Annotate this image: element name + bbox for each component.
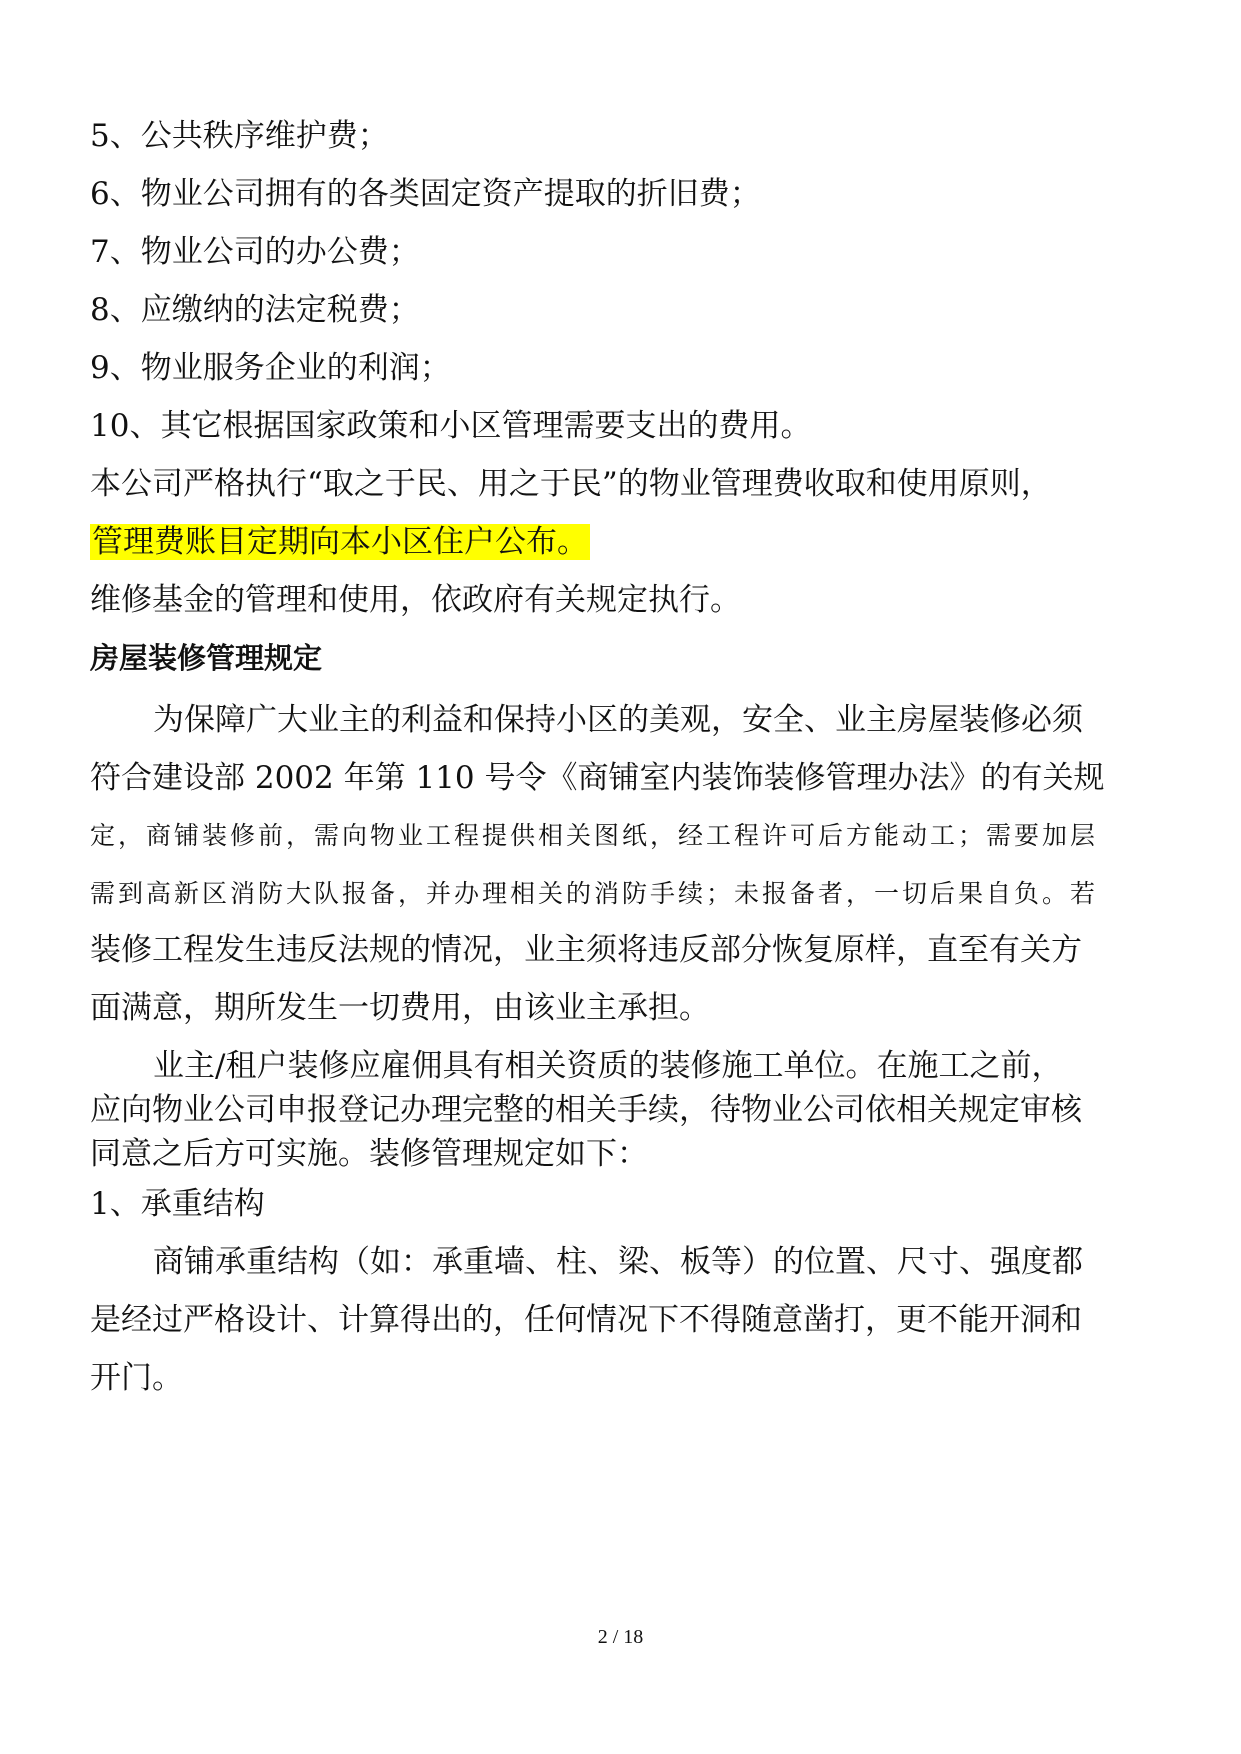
paragraph-line: 装修工程发生违反法规的情况，业主须将违反部分恢复原样，直至有关方 — [90, 932, 1082, 968]
paragraph-line: 定，商铺装修前，需向物业工程提供相关图纸，经工程许可后方能动工；需要加层 — [90, 821, 1099, 850]
maintenance-fund-line: 维修基金的管理和使用，依政府有关规定执行。 — [90, 582, 741, 618]
list-item: 10、其它根据国家政策和小区管理需要支出的费用。 — [90, 408, 812, 444]
paragraph-line: 开门。 — [90, 1360, 183, 1396]
list-item: 7、物业公司的办公费； — [90, 234, 420, 270]
paragraph-line: 业主/租户装修应雇佣具有相关资质的装修施工单位。在施工之前， — [153, 1048, 1063, 1084]
paragraph-line: 同意之后方可实施。装修管理规定如下： — [90, 1136, 648, 1172]
paragraph-line: 商铺承重结构（如：承重墙、柱、梁、板等）的位置、尺寸、强度都 — [153, 1244, 1083, 1280]
list-item: 5、公共秩序维护费； — [90, 118, 389, 154]
list-item: 8、应缴纳的法定税费； — [90, 292, 420, 328]
page-number: 2 / 18 — [597, 1626, 644, 1648]
highlighted-text: 管理费账目定期向本小区住户公布。 — [92, 524, 588, 560]
subheading: 1、承重结构 — [90, 1186, 265, 1222]
section-title: 房屋装修管理规定 — [90, 641, 323, 675]
paragraph-line: 需到高新区消防大队报备，并办理相关的消防手续；未报备者，一切后果自负。若 — [90, 879, 1099, 908]
principle-line: 本公司严格执行“取之于民、用之于民”的物业管理费收取和使用原则， — [90, 466, 1052, 502]
list-item: 9、物业服务企业的利润； — [90, 350, 451, 386]
paragraph-line: 符合建设部 2002 年第 110 号令《商铺室内装饰装修管理办法》的有关规 — [90, 760, 1105, 796]
highlighted-line — [90, 522, 590, 562]
paragraph-line: 应向物业公司申报登记办理完整的相关手续，待物业公司依相关规定审核 — [90, 1092, 1082, 1128]
paragraph-line: 是经过严格设计、计算得出的，任何情况下不得随意凿打，更不能开洞和 — [90, 1302, 1082, 1338]
paragraph-line: 为保障广大业主的利益和保持小区的美观，安全、业主房屋装修必须 — [153, 702, 1083, 738]
list-item: 6、物业公司拥有的各类固定资产提取的折旧费； — [90, 176, 761, 212]
paragraph-line: 面满意，期所发生一切费用，由该业主承担。 — [90, 990, 710, 1026]
